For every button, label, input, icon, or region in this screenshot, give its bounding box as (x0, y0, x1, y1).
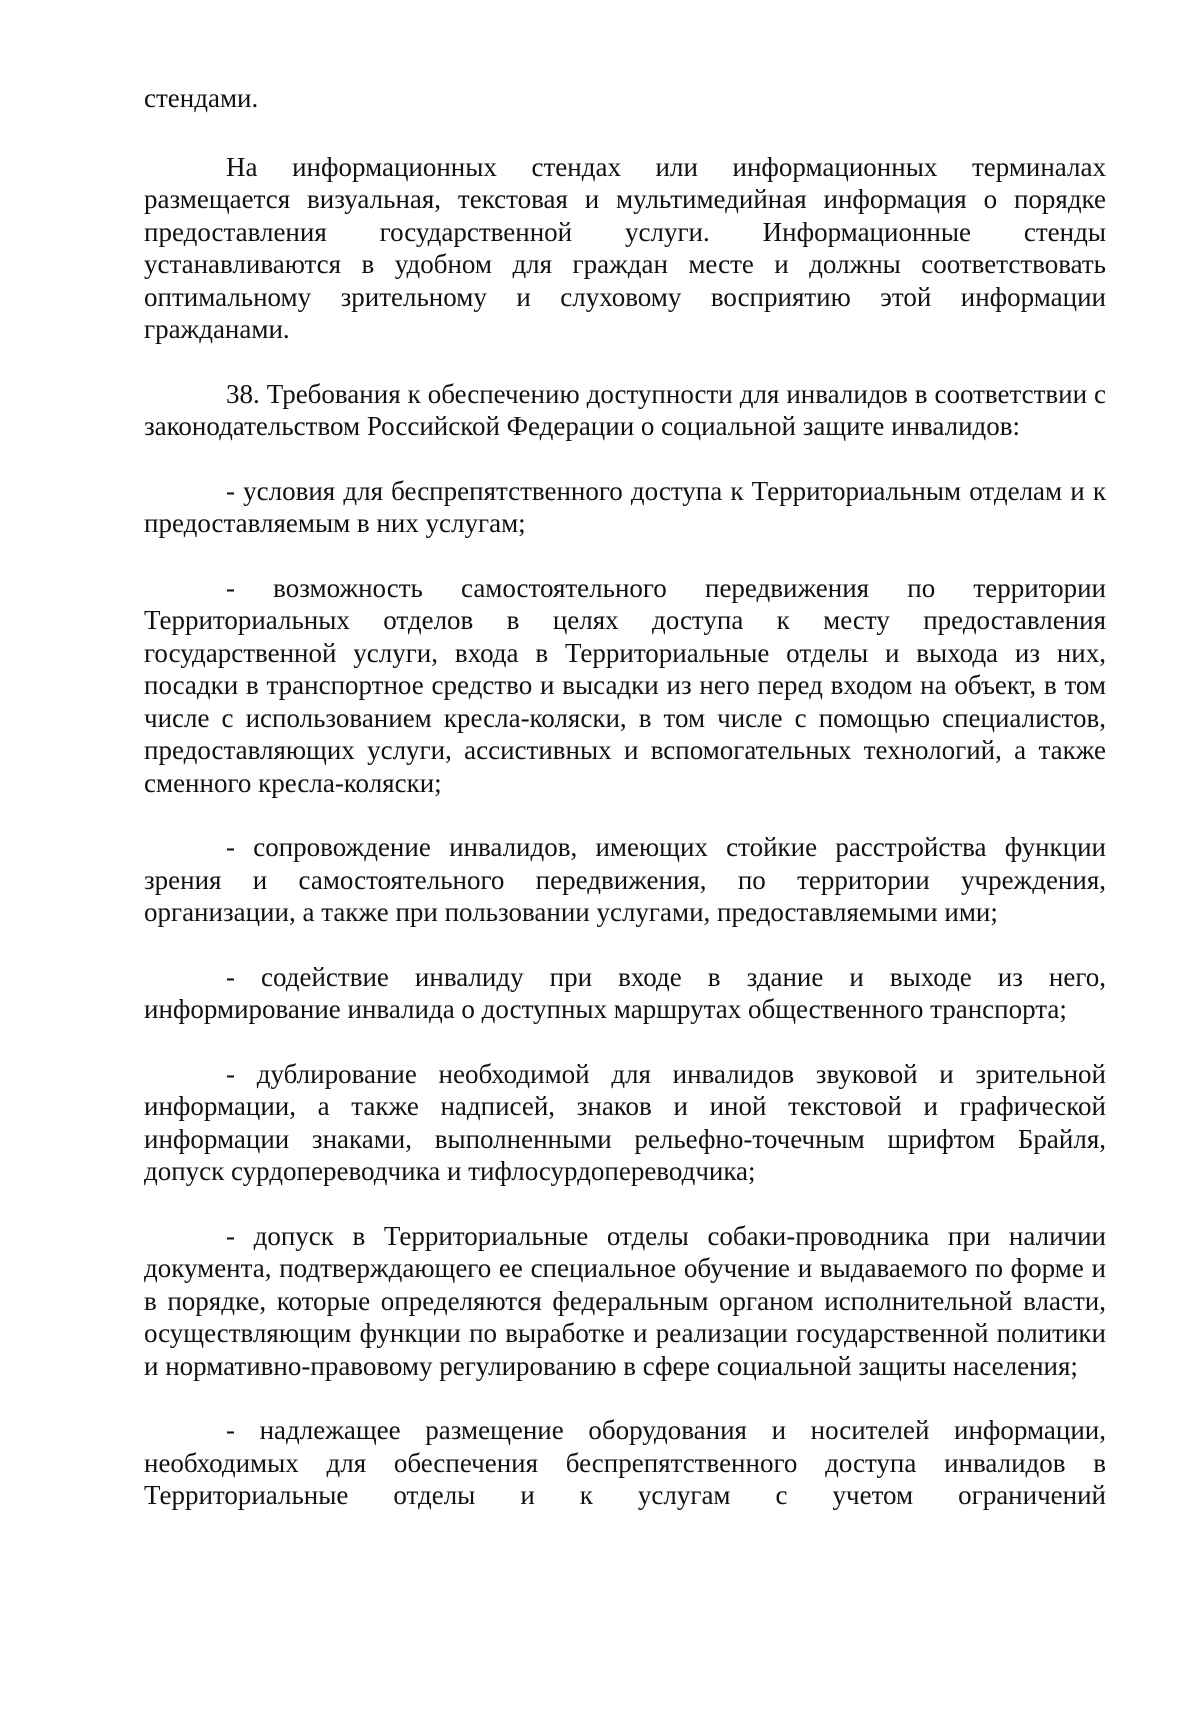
list-item-access-conditions: - условия для беспрепятственного доступа к Территориальным отделам и к предоставляемым в них услугам; (144, 475, 1106, 538)
list-item-duplication: - дублирование необходимой для инвалидов звуковой и зрительной информации, а также надписей, знаков и иной текстовой и графической информации знаками, выполненными рельефно-точечным шрифтом Брайля, допуск сурдопереводчика и тифлосурдопереводчика; (144, 1058, 1106, 1186)
list-item-escort: - сопровождение инвалидов, имеющих стойкие расстройства функции зрения и самостоятельного передвижения, по территории учреждения, организации, а также при пользовании услугами, предоставляемыми ими; (144, 832, 1106, 927)
paragraph-continuation: стендами. (144, 83, 259, 113)
list-item-guide-dog: - допуск в Территориальные отделы собаки-проводника при наличии документа, подтверждающего ее специальное обучение и выдаваемого по форме и в порядке, которые определяются федеральным органом исполнительной власти, осуществляющим функции по выработке и реализации государственной политики и нормативно-правовому регулированию в сфере социальной защиты населения; (144, 1220, 1106, 1381)
document-body (144, 82, 1106, 1512)
paragraph-item-38: 38. Требования к обеспечению доступности для инвалидов в соответствии с законодательством Российской Федерации о социальной защите инвалидов: (144, 378, 1106, 441)
list-item-independent-movement: - возможность самостоятельного передвижения по территории Территориальных отделов в целях доступа к месту предоставления государственной услуги, входа в Территориальные отделы и выхода из них, посадки в транспортное средство и высадки из него перед входом на объект, в том числе с использованием кресла-коляски, в том числе с помощью специалистов, предоставляющих услуги, ассистивных и вспомогательных технологий, а также сменного кресла-коляски; (144, 572, 1106, 798)
paragraph-information-stands: На информационных стендах или информационных терминалах размещается визуальная, текстовая и мультимедийная информация о порядке предоставления государственной услуги. Информационные стенды устанавливаются в удобном для граждан месте и должны соответствовать оптимальному зрительному и слуховому восприятию этой информации гражданами. (144, 151, 1106, 344)
list-item-assistance: - содействие инвалиду при входе в здание и выходе из него, информирование инвалида о доступных маршрутах общественного транспорта; (144, 961, 1106, 1024)
list-item-equipment-placement: - надлежащее размещение оборудования и носителей информации, необходимых для обеспечения беспрепятственного доступа инвалидов в Территориальные отделы и к услугам с учетом ограничений (144, 1415, 1106, 1510)
